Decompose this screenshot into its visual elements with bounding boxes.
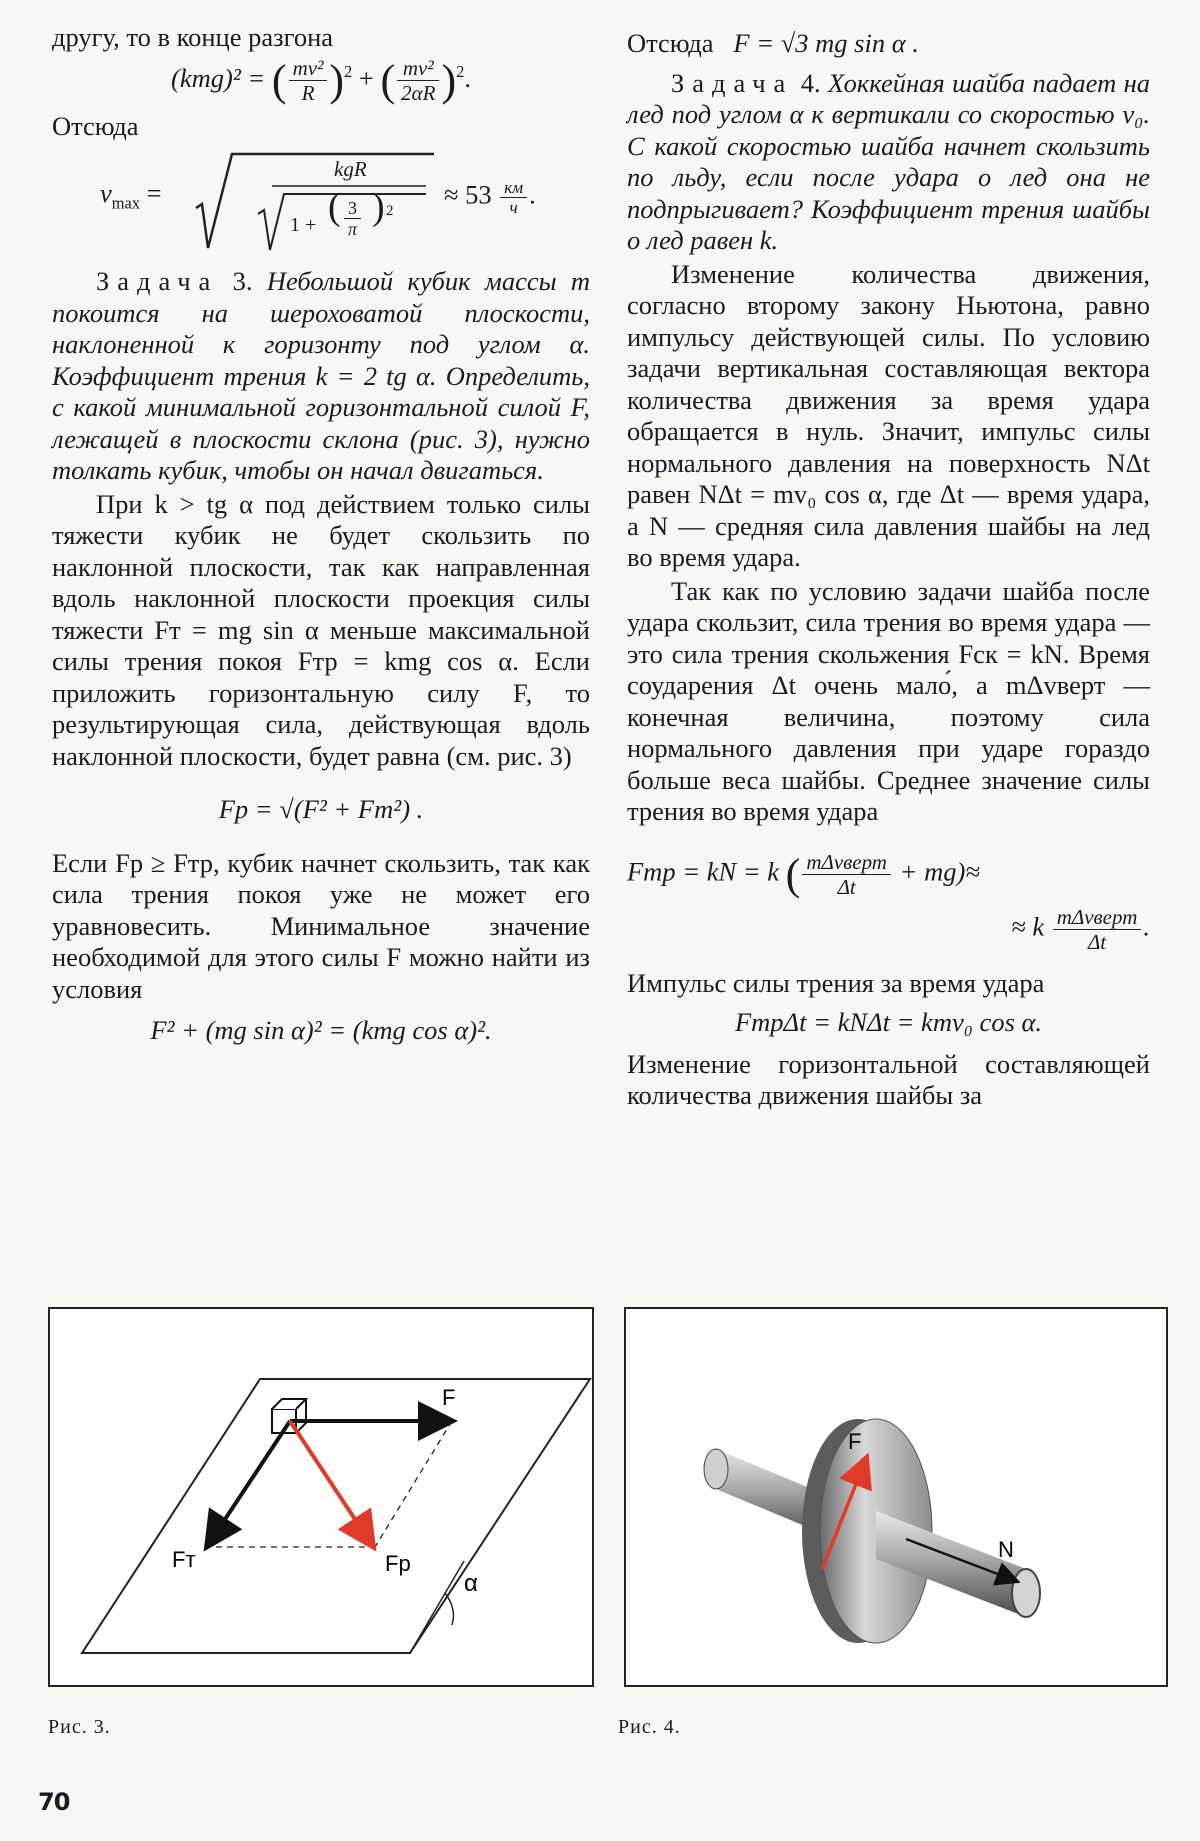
task-3-label: Задача [96, 266, 219, 297]
right-paragraph-2: Так как по условию задачи шайба после удара скользит, сила трения во время удара — это сила трения скольжения Fск = kN. Время соударения Δt очень мало́, а mΔvверт — конечная величина, поэтому сила нормального давления при ударе гораздо больше веса шайбы. Среднее значение силы трения во время удара [627, 575, 1150, 826]
eq1-lhs: (kmg)² = [171, 62, 266, 93]
page-number: 70 [38, 1788, 70, 1816]
left-column [52, 22, 590, 1053]
vmax-numerator: kgR [334, 157, 367, 182]
figure-3-frame [48, 1307, 594, 1687]
label-Fp: Fр [385, 1551, 411, 1576]
vmax-sub: max [111, 193, 141, 213]
equation-fp: Fр = √(F² + Fт²) . [218, 794, 424, 825]
force-Fp-arrow [290, 1421, 372, 1545]
vmax-unit-den: ч [509, 198, 518, 218]
frac-1-den: R [301, 80, 315, 105]
otsyuda-right: Отсюда [627, 28, 714, 58]
task-4-label: Задача [671, 67, 794, 98]
figure-4-frame [624, 1307, 1168, 1687]
task-3-number: 3. [232, 266, 253, 297]
equation-vmax: $v_{max}$ = kgR 1 + ( $\frac{3}{\pi}$ ) 2 ≈ 53 $\frac{км}{ч}$ . [52, 148, 590, 256]
right-paragraph-1: Изменение количества движения, согласно второму закону Ньютона, равно импульсу действующей силы. По условию задачи вертикальная составляющая вектора количества движения за время удара обращается в нуль. Значит, импульс силы нормального давления на поверхность NΔt равен NΔt = mv₀ cos α, где Δt — время удара, а N — средняя сила давления шайбы на лед во время удара. [627, 258, 1150, 572]
right-paragraph-4: Изменение горизонтальной составляющей количества движения шайбы за [627, 1048, 1150, 1110]
right-column [627, 22, 1150, 1112]
frac-2-num: mv² [397, 56, 439, 81]
right-result [627, 28, 1150, 60]
approx-frac-den: Δt [1087, 929, 1107, 954]
vmax-unit-num: км [500, 178, 527, 198]
task-3-statement [52, 266, 590, 487]
equation-kmg: (kmg)² = ( $\frac{\text{mv²}}{R}$ )$^2$ + ( $\frac{\text{mv²}}{2\alpha R}$ )$^2$. [171, 55, 471, 105]
label-F: F [442, 1385, 456, 1410]
approx-frac [1053, 905, 1142, 954]
task-4-statement [627, 68, 1150, 257]
figure-4-diagram [626, 1309, 1166, 1685]
equation-ftr: Fтр = kN = k ( $\frac{\text{mΔvверт}}{\Delta t}$ + mg)≈ [627, 849, 980, 899]
otsyuda-left: Отсюда [52, 110, 139, 141]
ftr-frac-den: Δt [837, 874, 856, 899]
label-alpha: α [464, 1570, 478, 1597]
approx-k: ≈ k [1011, 911, 1045, 942]
ftr-frac [802, 850, 891, 899]
approx-frac-num: mΔvверт [1053, 905, 1142, 930]
label-F-fig4: F [848, 1429, 862, 1454]
figure-3-caption: Рис. 3. [48, 1716, 111, 1738]
frac-2-den: 2αR [401, 80, 436, 105]
vmax-inner-den: π [348, 219, 358, 240]
frac-1-num: mv² [289, 56, 328, 81]
left-line-1: другу, то в конце разгона [52, 22, 334, 52]
label-N: N [998, 1537, 1014, 1562]
ftr-frac-num: mΔvверт [802, 850, 891, 875]
label-Ft: Fт [172, 1547, 196, 1572]
cube [272, 1399, 306, 1433]
task-3-text: Небольшой кубик массы m покоится на шероховатой плоскости, наклоненной к горизонту под углом α. Коэффициент трения k = 2 tg α. Определить, с какой минимальной горизонтальной силой F, лежащей в плоскости склона (рис. 3), нужно толкать кубик, чтобы он начал двигаться. [52, 266, 591, 486]
plane-underside [410, 1561, 464, 1653]
task-4-text: Хоккейная шайба падает на лед под углом α к вертикали со скоростью v₀. С какой скоростью шайба начнет скользить по льду, если после удара о лед она не подпрыгивает? Коэффициент трения шайбы о лед равен k. [627, 67, 1151, 255]
frac-1 [289, 56, 328, 105]
ftr-tail: + mg)≈ [899, 856, 980, 887]
vmax-unit [500, 178, 527, 217]
task-4-number: 4. [800, 67, 821, 98]
equation-impulse: FтрΔt = kNΔt = kmv₀ cos α. [734, 1007, 1043, 1037]
vmax-symbol: v [100, 178, 112, 209]
right-result-equation: F = √3 mg sin α . [733, 28, 919, 58]
figure-4-caption: Рис. 4. [618, 1716, 681, 1738]
frac-2 [397, 56, 439, 105]
vmax-inner-frac [344, 198, 361, 239]
figure-3-diagram [50, 1309, 592, 1685]
vmax-inner-num: 3 [344, 198, 361, 219]
left-paragraph-2: Если Fр ≥ Fтр, кубик начнет скользить, так как сила трения покоя уже не может его уравновесить. Минимальное значение необходимой для этого силы F можно найти из условия [52, 847, 590, 1004]
equation-condition: F² + (mg sin α)² = (kmg cos α)². [150, 1015, 492, 1046]
ftr-lhs: Fтр = kN = k [627, 856, 780, 887]
equation-ftr-approx: ≈ k $\frac{\text{mΔvверт}}{\Delta t}$ . [1011, 904, 1150, 954]
vmax-value: ≈ 53 [444, 179, 492, 210]
left-paragraph-1: При k > tg α под действием только силы тяжести кубик не будет скользить по наклонной плоскости, так как направленная вдоль наклонной плоскости проекция силы тяжести Fт = mg sin α меньше максимальной силы трения покоя Fтр = kmg cos α. Если приложить горизонтальную силу F, то результирующая сила, действующая вдоль наклонной плоскости, будет равна (см. рис. 3) [52, 488, 590, 771]
vmax-one-plus: 1 + [290, 214, 317, 237]
right-paragraph-3: Импульс силы трения за время удара [627, 967, 1045, 998]
